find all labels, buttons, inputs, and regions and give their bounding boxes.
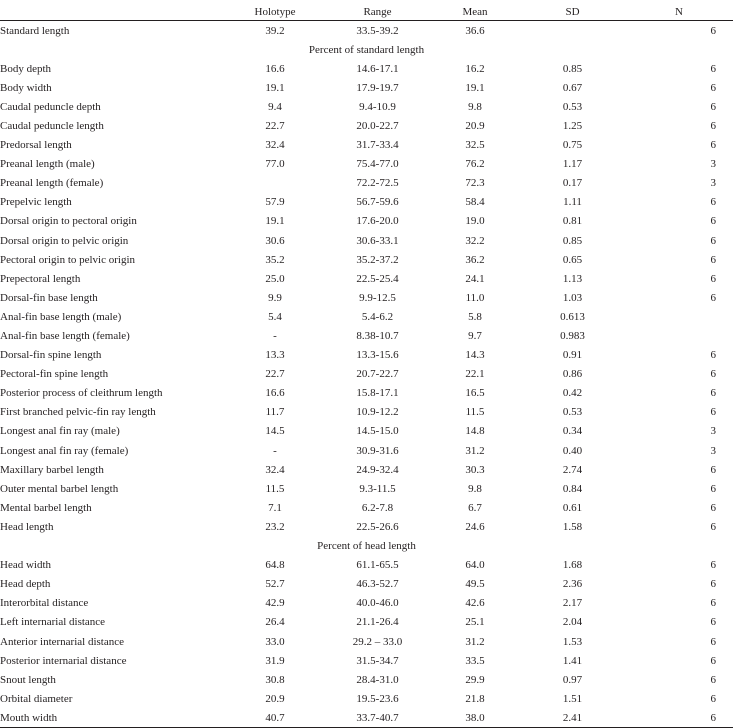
cell-holotype: 33.0 xyxy=(265,635,285,648)
table-row xyxy=(0,250,733,269)
cell-holotype: 30.6 xyxy=(265,234,285,247)
cell-sd: 1.25 xyxy=(562,119,583,132)
cell-holotype: 9.4 xyxy=(268,100,282,113)
cell-n: 6 xyxy=(710,215,716,228)
cell-holotype: 5.4 xyxy=(268,310,282,323)
cell-mean: 76.2 xyxy=(465,158,485,171)
cell-n: 6 xyxy=(710,62,716,75)
cell-mean: 38.0 xyxy=(465,711,485,724)
cell-n: 6 xyxy=(710,463,716,476)
cell-range: 33.7-40.7 xyxy=(356,711,399,724)
cell-mean: 58.4 xyxy=(465,196,485,209)
cell-sd: 1.53 xyxy=(562,635,583,648)
table-row xyxy=(0,460,733,479)
cell-sd: 2.36 xyxy=(562,578,583,591)
cell-sd: 1.03 xyxy=(562,291,583,304)
cell-label: Posterior internarial distance xyxy=(0,654,127,667)
cell-holotype: - xyxy=(273,444,277,457)
cell-holotype: 32.4 xyxy=(265,463,285,476)
cell-holotype: 14.5 xyxy=(265,425,285,438)
cell-sd: 0.613 xyxy=(560,310,585,323)
cell-label: Anal-fin base length (male) xyxy=(0,310,122,323)
cell-n: 6 xyxy=(710,616,716,629)
cell-label: Anal-fin base length (female) xyxy=(0,330,130,342)
cell-holotype: 7.1 xyxy=(268,501,282,514)
cell-label: Dorsal-fin base length xyxy=(0,291,98,304)
cell-sd: 0.86 xyxy=(562,368,583,381)
table-row xyxy=(0,136,733,155)
table-row xyxy=(0,97,733,116)
cell-range: 72.2-72.5 xyxy=(356,177,399,190)
header-sd: SD xyxy=(565,5,580,18)
cell-n: 6 xyxy=(710,368,716,381)
cell-n: 6 xyxy=(710,24,716,37)
cell-mean: 9.7 xyxy=(468,330,482,342)
table-row xyxy=(0,422,733,441)
table-row xyxy=(0,708,733,728)
cell-sd: 1.68 xyxy=(562,559,583,572)
cell-label: Preanal length (female) xyxy=(0,177,104,190)
cell-range: 19.5-23.6 xyxy=(356,692,399,705)
cell-range: 5.4-6.2 xyxy=(361,310,394,323)
cell-sd: 1.51 xyxy=(562,692,583,705)
cell-holotype: 23.2 xyxy=(265,520,285,533)
cell-mean: 36.6 xyxy=(465,24,485,37)
cell-range: 75.4-77.0 xyxy=(356,158,399,171)
cell-sd: 0.983 xyxy=(560,330,585,342)
table-row xyxy=(0,498,733,517)
cell-range: 30.9-31.6 xyxy=(356,444,399,457)
cell-mean: 11.5 xyxy=(465,406,485,419)
header-range: Range xyxy=(363,5,392,18)
cell-sd: 0.67 xyxy=(562,81,583,94)
cell-sd: 0.85 xyxy=(562,62,583,75)
cell-n: 6 xyxy=(710,253,716,266)
cell-sd: 0.75 xyxy=(562,139,583,152)
cell-label: Longest anal fin ray (female) xyxy=(0,444,129,457)
cell-label: Body depth xyxy=(0,62,52,75)
cell-n: 6 xyxy=(710,234,716,247)
cell-mean: 32.5 xyxy=(465,139,485,152)
cell-range: 46.3-52.7 xyxy=(356,578,399,591)
cell-label: Pectoral origin to pelvic origin xyxy=(0,253,136,266)
table-row xyxy=(0,613,733,632)
table-row xyxy=(0,689,733,708)
cell-n: 6 xyxy=(710,139,716,152)
cell-sd: 0.97 xyxy=(562,673,583,686)
cell-sd: 0.85 xyxy=(562,234,583,247)
cell-mean: 16.2 xyxy=(465,62,485,75)
table-row xyxy=(0,155,733,174)
cell-n: 6 xyxy=(710,119,716,132)
table-row xyxy=(0,212,733,231)
cell-range: 33.5-39.2 xyxy=(356,24,399,37)
cell-mean: 31.2 xyxy=(465,444,485,457)
cell-mean: 49.5 xyxy=(465,578,485,591)
cell-range: 10.9-12.2 xyxy=(356,406,399,419)
cell-holotype: 20.9 xyxy=(265,692,285,705)
cell-sd: 0.65 xyxy=(562,253,583,266)
table-row xyxy=(0,59,733,78)
table-body xyxy=(0,21,733,728)
cell-sd: 0.53 xyxy=(562,406,583,419)
cell-n: 6 xyxy=(710,673,716,686)
cell-mean: 19.1 xyxy=(465,81,485,94)
cell-range: 9.4-10.9 xyxy=(359,100,396,113)
cell-sd: 1.13 xyxy=(562,272,583,285)
cell-range: 61.1-65.5 xyxy=(356,559,399,572)
cell-holotype: 64.8 xyxy=(265,559,285,572)
cell-label: Snout length xyxy=(0,673,56,686)
table-row xyxy=(0,21,733,41)
header-holotype: Holotype xyxy=(254,5,296,18)
cell-n: 6 xyxy=(710,291,716,304)
cell-mean: 6.7 xyxy=(468,501,482,514)
table-row xyxy=(0,116,733,135)
cell-mean: 64.0 xyxy=(465,559,485,572)
cell-label: Mouth width xyxy=(0,711,58,724)
cell-label: Pectoral-fin spine length xyxy=(0,368,109,381)
table-row xyxy=(0,517,733,536)
cell-mean: 24.1 xyxy=(465,272,485,285)
cell-holotype: 16.6 xyxy=(265,387,285,400)
cell-label: Maxillary barbel length xyxy=(0,463,104,476)
cell-holotype: 26.4 xyxy=(265,616,285,629)
cell-sd: 0.17 xyxy=(562,177,583,190)
cell-range: 35.2-37.2 xyxy=(356,253,399,266)
cell-sd: 2.17 xyxy=(562,597,583,610)
cell-range: 17.6-20.0 xyxy=(356,215,399,228)
cell-label: Preanal length (male) xyxy=(0,158,95,171)
cell-mean: 9.8 xyxy=(468,100,482,113)
cell-label: Head depth xyxy=(0,578,51,591)
cell-range: 40.0-46.0 xyxy=(356,597,399,610)
cell-holotype: 31.9 xyxy=(265,654,285,667)
cell-mean: 42.6 xyxy=(465,597,485,610)
table-row xyxy=(0,384,733,403)
cell-label: Caudal peduncle depth xyxy=(0,100,101,113)
cell-n: 6 xyxy=(710,559,716,572)
cell-label: Orbital diameter xyxy=(0,692,73,705)
cell-holotype: 19.1 xyxy=(265,215,285,228)
cell-n: 6 xyxy=(710,501,716,514)
cell-n: 6 xyxy=(710,482,716,495)
cell-mean: 24.6 xyxy=(465,520,485,533)
table-row xyxy=(0,632,733,651)
table-row xyxy=(0,231,733,250)
cell-label: Outer mental barbel length xyxy=(0,482,119,495)
table-row xyxy=(0,346,733,365)
cell-holotype: 42.9 xyxy=(265,597,285,610)
cell-sd: 1.11 xyxy=(563,196,582,209)
cell-n: 6 xyxy=(710,520,716,533)
cell-range: 20.0-22.7 xyxy=(356,119,399,132)
cell-n: 6 xyxy=(710,654,716,667)
cell-range: 31.7-33.4 xyxy=(356,139,399,152)
cell-range: 8.38-10.7 xyxy=(356,330,399,342)
table-row xyxy=(0,193,733,212)
cell-holotype: 30.8 xyxy=(265,673,285,686)
cell-n: 3 xyxy=(710,425,716,438)
cell-n: 6 xyxy=(710,387,716,400)
cell-sd: 0.61 xyxy=(562,501,583,514)
cell-sd: 0.81 xyxy=(562,215,583,228)
cell-sd: 2.04 xyxy=(562,616,583,629)
cell-mean: 25.1 xyxy=(465,616,485,629)
table-row xyxy=(0,78,733,97)
cell-range: 9.9-12.5 xyxy=(359,291,396,304)
cell-range: 24.9-32.4 xyxy=(356,463,399,476)
cell-label: Standard length xyxy=(0,24,70,37)
cell-sd: 1.58 xyxy=(562,520,583,533)
cell-mean: 14.3 xyxy=(465,349,485,362)
cell-n: 6 xyxy=(710,692,716,705)
cell-n: 6 xyxy=(710,711,716,724)
cell-mean: 20.9 xyxy=(465,119,485,132)
cell-mean: 31.2 xyxy=(465,635,485,648)
cell-range: 6.2-7.8 xyxy=(361,501,394,514)
cell-label: Head length xyxy=(0,520,54,533)
header-mean: Mean xyxy=(462,5,488,18)
cell-mean: 11.0 xyxy=(465,291,485,304)
cell-mean: 33.5 xyxy=(465,654,485,667)
cell-range: 14.5-15.0 xyxy=(356,425,399,438)
cell-label: Dorsal origin to pectoral origin xyxy=(0,215,137,228)
cell-label: Body width xyxy=(0,81,52,94)
cell-mean: 19.0 xyxy=(465,215,485,228)
cell-sd: 1.17 xyxy=(562,158,583,171)
cell-holotype: 16.6 xyxy=(265,62,285,75)
cell-range: 9.3-11.5 xyxy=(359,482,396,495)
cell-n: 6 xyxy=(710,597,716,610)
cell-mean: 30.3 xyxy=(465,463,485,476)
cell-n: 6 xyxy=(710,272,716,285)
cell-label: Anterior internarial distance xyxy=(0,635,125,648)
cell-range: 17.9-19.7 xyxy=(356,81,399,94)
cell-holotype: 11.5 xyxy=(265,482,285,495)
cell-n xyxy=(625,307,733,326)
section-header-label: Percent of head length xyxy=(317,540,416,553)
table-row xyxy=(0,670,733,689)
cell-holotype: 25.0 xyxy=(265,272,285,285)
cell-label: Dorsal origin to pelvic origin xyxy=(0,234,129,247)
cell-n: 6 xyxy=(710,81,716,94)
cell-sd: 0.53 xyxy=(562,100,583,113)
cell-range: 14.6-17.1 xyxy=(356,62,399,75)
cell-label: Posterior process of cleithrum length xyxy=(0,387,163,400)
header-label xyxy=(0,4,225,21)
cell-holotype: 39.2 xyxy=(265,24,285,37)
cell-n xyxy=(625,327,733,346)
cell-label: Dorsal-fin spine length xyxy=(0,349,102,362)
cell-sd: 1.41 xyxy=(562,654,583,667)
cell-mean: 16.5 xyxy=(465,387,485,400)
cell-mean: 29.9 xyxy=(465,673,485,686)
cell-range: 31.5-34.7 xyxy=(356,654,399,667)
morphometric-table xyxy=(0,4,733,728)
cell-n: 3 xyxy=(710,444,716,457)
cell-holotype: 40.7 xyxy=(265,711,285,724)
cell-holotype: 13.3 xyxy=(265,349,285,362)
cell-label: Prepelvic length xyxy=(0,196,72,209)
cell-holotype: - xyxy=(273,330,277,342)
cell-sd xyxy=(520,21,625,41)
cell-holotype: 22.7 xyxy=(265,368,285,381)
cell-sd: 0.42 xyxy=(562,387,583,400)
table-row xyxy=(0,365,733,384)
table-row xyxy=(0,269,733,288)
cell-label: Left internarial distance xyxy=(0,616,106,629)
table-row xyxy=(0,575,733,594)
table-row xyxy=(0,441,733,460)
table-row xyxy=(0,556,733,575)
table-row xyxy=(0,403,733,422)
cell-label: Head width xyxy=(0,559,52,572)
cell-n: 6 xyxy=(710,196,716,209)
cell-mean: 5.8 xyxy=(468,310,482,323)
cell-mean: 14.8 xyxy=(465,425,485,438)
table-row xyxy=(0,327,733,346)
cell-sd: 0.91 xyxy=(562,349,583,362)
header-n: N xyxy=(675,5,683,18)
cell-mean: 22.1 xyxy=(465,368,485,381)
cell-mean: 36.2 xyxy=(465,253,485,266)
cell-holotype: 52.7 xyxy=(265,578,285,591)
cell-n: 3 xyxy=(710,177,716,190)
cell-holotype: 35.2 xyxy=(265,253,285,266)
section-header-row xyxy=(0,40,733,59)
cell-mean: 72.3 xyxy=(465,177,485,190)
table-row xyxy=(0,307,733,326)
cell-holotype: 19.1 xyxy=(265,81,285,94)
cell-label: Interorbital distance xyxy=(0,597,89,610)
cell-sd: 2.74 xyxy=(562,463,583,476)
cell-sd: 0.84 xyxy=(562,482,583,495)
header-row xyxy=(0,4,733,21)
cell-sd: 0.34 xyxy=(562,425,583,438)
cell-sd: 2.41 xyxy=(562,711,583,724)
cell-holotype: 9.9 xyxy=(268,291,282,304)
table-header xyxy=(0,4,733,21)
cell-range: 20.7-22.7 xyxy=(356,368,399,381)
cell-label: First branched pelvic-fin ray length xyxy=(0,406,156,419)
cell-label: Mental barbel length xyxy=(0,501,92,514)
cell-holotype: 32.4 xyxy=(265,139,285,152)
cell-label: Predorsal length xyxy=(0,139,72,152)
cell-holotype: 11.7 xyxy=(265,406,285,419)
cell-n: 6 xyxy=(710,349,716,362)
table-row xyxy=(0,174,733,193)
cell-n: 3 xyxy=(710,158,716,171)
table-row xyxy=(0,594,733,613)
cell-range: 15.8-17.1 xyxy=(356,387,399,400)
cell-range: 29.2 – 33.0 xyxy=(352,635,403,648)
cell-holotype: 77.0 xyxy=(265,158,285,171)
cell-range: 56.7-59.6 xyxy=(356,196,399,209)
section-header-row xyxy=(0,537,733,556)
cell-holotype: 22.7 xyxy=(265,119,285,132)
cell-label: Prepectoral length xyxy=(0,272,81,285)
cell-range: 22.5-26.6 xyxy=(356,520,399,533)
cell-label: Caudal peduncle length xyxy=(0,119,104,132)
cell-range: 28.4-31.0 xyxy=(356,673,399,686)
cell-holotype xyxy=(225,174,325,193)
cell-range: 30.6-33.1 xyxy=(356,234,399,247)
cell-range: 13.3-15.6 xyxy=(356,349,399,362)
cell-holotype: 57.9 xyxy=(265,196,285,209)
cell-mean: 9.8 xyxy=(468,482,482,495)
cell-n: 6 xyxy=(710,100,716,113)
section-header-label: Percent of standard length xyxy=(308,43,425,56)
cell-mean: 32.2 xyxy=(465,234,485,247)
cell-n: 6 xyxy=(710,635,716,648)
cell-range: 22.5-25.4 xyxy=(356,272,399,285)
cell-range: 21.1-26.4 xyxy=(356,616,399,629)
table-row xyxy=(0,288,733,307)
cell-sd: 0.40 xyxy=(562,444,583,457)
cell-mean: 21.8 xyxy=(465,692,485,705)
cell-n: 6 xyxy=(710,406,716,419)
table-row xyxy=(0,479,733,498)
table-row xyxy=(0,651,733,670)
cell-n: 6 xyxy=(710,578,716,591)
cell-label: Longest anal fin ray (male) xyxy=(0,425,120,438)
